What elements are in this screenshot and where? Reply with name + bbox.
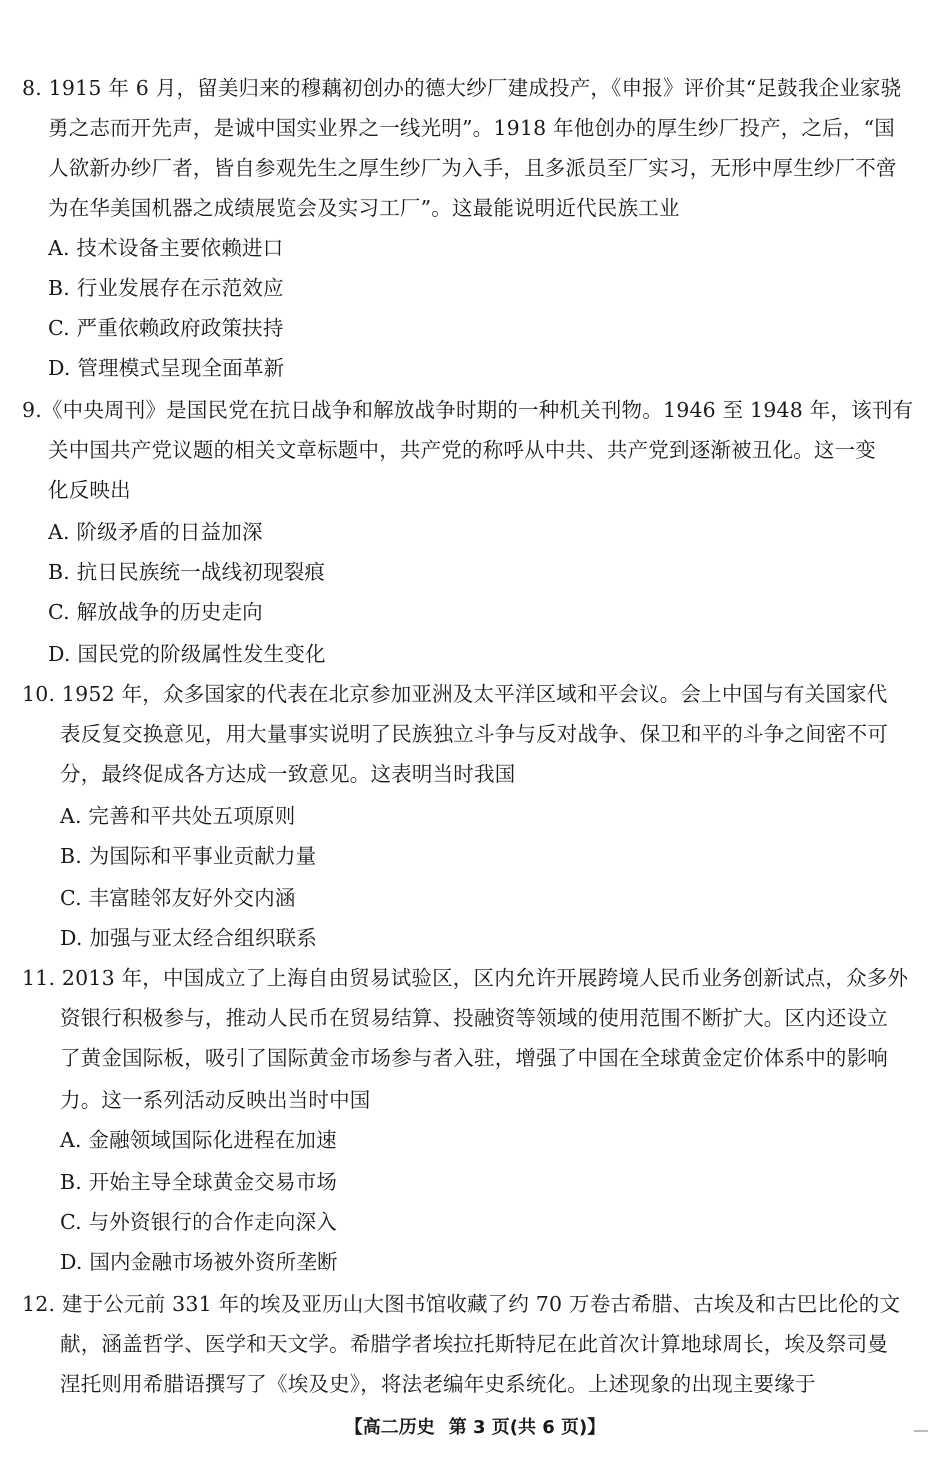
corner-mark — [914, 1430, 928, 1432]
question-11-stem-line-4: 力。这一系列活动反映出当时中国 — [60, 1088, 371, 1112]
question-11-option-a: A. 金融领域国际化进程在加速 — [60, 1128, 337, 1152]
question-10-stem-line-1: 10. 1952 年，众多国家的代表在北京参加亚洲及太平洋区域和平会议。会上中国与有关国家代 — [22, 682, 888, 706]
question-10-stem-line-2: 表反复交换意见，用大量事实说明了民族独立斗争与反对战争、保卫和平的斗争之间密不可 — [60, 722, 888, 746]
footer-page-number: 第 3 页(共 6 页) — [448, 1417, 588, 1438]
question-9-stem-line-3: 化反映出 — [48, 478, 131, 502]
question-11-stem-line-2: 资银行积极参与，推动人民币在贸易结算、投融资等领域的使用范围不断扩大。区内还设立 — [60, 1006, 888, 1030]
question-9-stem-line-1: 9.《中央周刊》是国民党在抗日战争和解放战争时期的一种机关刊物。1946 至 1948 年，该刊有 — [22, 398, 914, 422]
question-12-stem-line-1: 12. 建于公元前 331 年的埃及亚历山大图书馆收藏了约 70 万卷古希腊、古埃及和古巴比伦的文 — [22, 1292, 901, 1316]
footer-subject-title: 高二历史 — [362, 1417, 435, 1438]
footer-bracket-close: 】 — [587, 1417, 606, 1438]
question-8-option-b: B. 行业发展存在示范效应 — [48, 276, 284, 300]
question-11-stem-line-3: 了黄金国际板，吸引了国际黄金市场参与者入驻，增强了中国在全球黄金定价体系中的影响 — [60, 1046, 888, 1070]
question-11-option-c: C. 与外资银行的合作走向深入 — [60, 1210, 337, 1234]
question-12-stem-line-3: 涅托则用希腊语撰写了《埃及史》，将法老编年史系统化。上述现象的出现主要缘于 — [60, 1372, 816, 1396]
question-10-option-a: A. 完善和平共处五项原则 — [60, 804, 296, 828]
question-8-stem-line-1: 8. 1915 年 6 月，留美归来的穆藕初创办的德大纱厂建成投产，《申报》评价其“足鼓我企业家骁 — [22, 76, 902, 100]
footer-bracket-open: 【 — [344, 1417, 363, 1438]
question-9-option-b: B. 抗日民族统一战线初现裂痕 — [48, 560, 326, 584]
question-12-stem-line-2: 献，涵盖哲学、医学和天文学。希腊学者埃拉托斯特尼在此首次计算地球周长，埃及祭司曼 — [60, 1332, 888, 1356]
question-8-option-d: D. 管理模式呈现全面革新 — [48, 356, 285, 380]
page-footer — [0, 1416, 950, 1440]
question-8-stem-line-4: 为在华美国机器之成绩展览会及实习工厂”。这最能说明近代民族工业 — [48, 196, 680, 220]
question-8-option-c: C. 严重依赖政府政策扶持 — [48, 316, 284, 340]
question-8-stem-line-2: 勇之志而开先声，是诚中国实业界之一线光明”。1918 年他创办的厚生纱厂投产，之后，“国 — [48, 116, 895, 140]
question-11-option-b: B. 开始主导全球黄金交易市场 — [60, 1170, 338, 1194]
question-10-option-b: B. 为国际和平事业贡献力量 — [60, 844, 317, 868]
question-9-option-d: D. 国民党的阶级属性发生变化 — [48, 642, 326, 666]
question-9-option-a: A. 阶级矛盾的日益加深 — [48, 520, 263, 544]
question-10-option-d: D. 加强与亚太经合组织联系 — [60, 926, 318, 950]
question-8-stem-line-3: 人欲新办纱厂者，皆自参观先生之厚生纱厂为入手，且多派员至厂实习，无形中厚生纱厂不啻 — [48, 156, 897, 180]
question-10-stem-line-3: 分，最终促成各方达成一致意见。这表明当时我国 — [60, 762, 516, 786]
question-8-option-a: A. 技术设备主要依赖进口 — [48, 236, 284, 260]
question-11-option-d: D. 国内金融市场被外资所垄断 — [60, 1250, 338, 1274]
question-11-stem-line-1: 11. 2013 年，中国成立了上海自由贸易试验区，区内允许开展跨境人民币业务创新试点，众多外 — [22, 966, 909, 990]
question-10-option-c: C. 丰富睦邻友好外交内涵 — [60, 886, 296, 910]
question-9-option-c: C. 解放战争的历史走向 — [48, 600, 263, 624]
question-9-stem-line-2: 关中国共产党议题的相关文章标题中，共产党的称呼从中共、共产党到逐渐被丑化。这一变 — [48, 438, 876, 462]
